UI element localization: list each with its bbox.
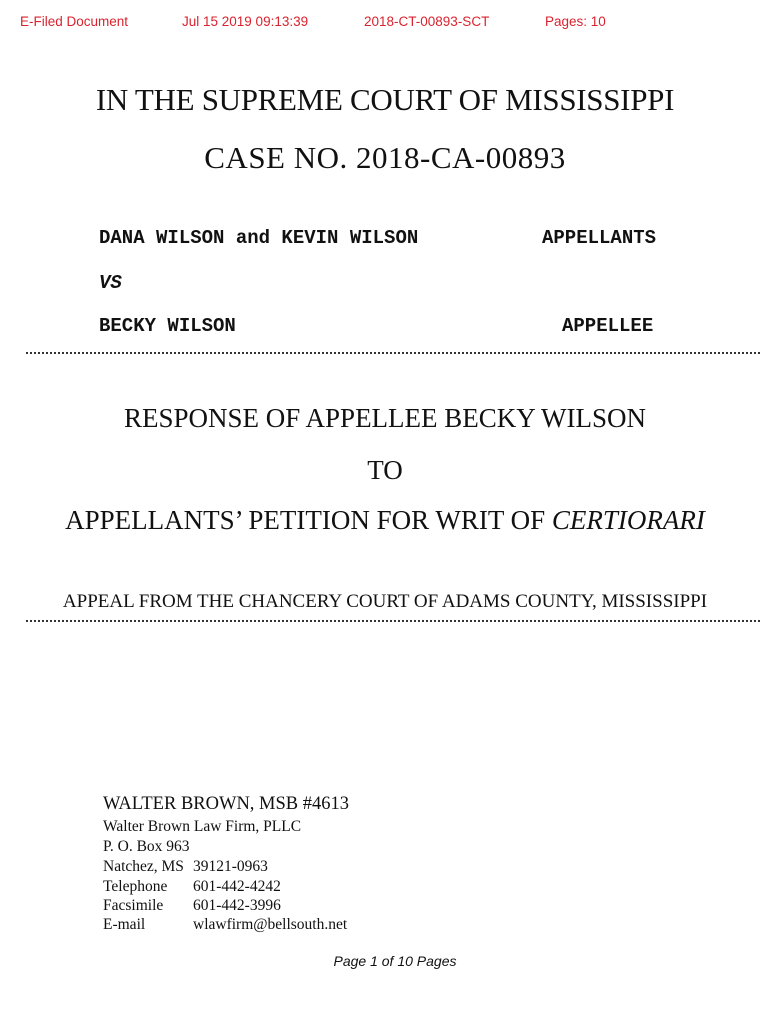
efile-docket-number: 2018-CT-00893-SCT [364,14,490,29]
case-number: CASE NO. 2018-CA-00893 [204,140,566,175]
attorney-firm: Walter Brown Law Firm, PLLC [103,818,302,835]
appellee-name: BECKY WILSON [99,315,236,337]
email-address: wlawfirm@bellsouth.net [193,916,348,933]
court-title: IN THE SUPREME COURT OF MISSISSIPPI [95,82,675,117]
versus-label: VS [99,272,122,294]
efile-page-count: Pages: 10 [545,14,606,29]
document-title-line-3-prefix: APPELLANTS’ PETITION FOR WRIT OF [65,505,552,535]
email-label: E-mail [103,916,146,933]
certiorari-term: CERTIORARI [551,505,705,535]
attorney-zip: 39121-0963 [193,858,268,875]
appellants-role: APPELLANTS [542,227,657,249]
facsimile-label: Facsimile [103,897,164,914]
document-title-line-3 [0,505,770,536]
telephone-number: 601-442-4242 [193,878,281,895]
page-footer: Page 1 of 10 Pages [333,953,457,969]
document-title-line-1: RESPONSE OF APPELLEE BECKY WILSON [123,403,647,433]
telephone-label: Telephone [103,878,168,895]
appeal-from-line: APPEAL FROM THE CHANCERY COURT OF ADAMS COUNTY, MISSISSIPPI [62,591,708,612]
attorney-city: Natchez, MS [103,858,184,875]
appellee-role: APPELLEE [562,315,654,337]
caption-divider [26,352,760,354]
efile-header [0,14,770,34]
efile-label: E-Filed Document [20,14,129,29]
document-title-line-2: TO [367,455,403,485]
attorney-po-box: P. O. Box 963 [103,838,190,855]
attorney-name: WALTER BROWN, MSB #4613 [103,794,350,814]
facsimile-number: 601-442-3996 [193,897,281,914]
appellants-names: DANA WILSON and KEVIN WILSON [99,227,419,249]
title-divider [26,620,760,622]
efile-timestamp: Jul 15 2019 09:13:39 [182,14,309,29]
